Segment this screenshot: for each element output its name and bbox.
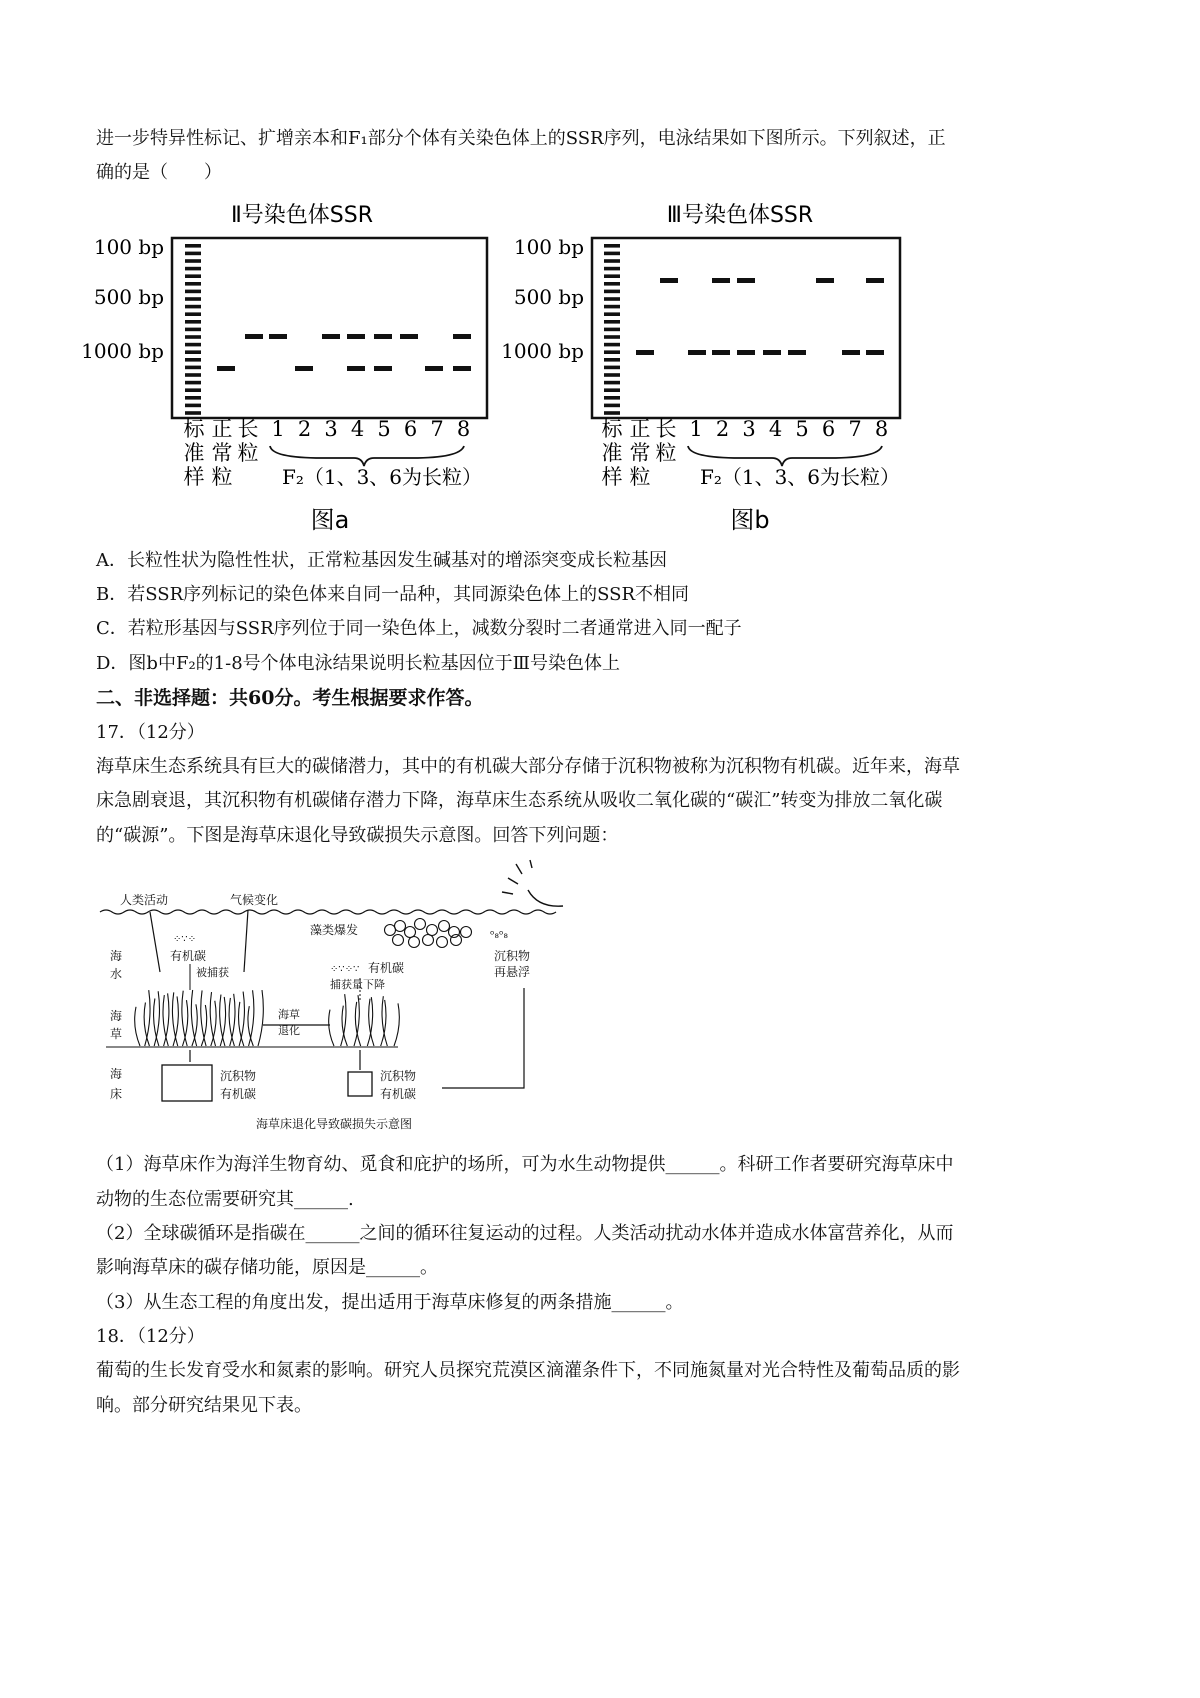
gel-b-long-2: 粒 xyxy=(655,441,677,465)
label-sediment-2a: 沉积物 xyxy=(380,1069,417,1083)
ladder-band xyxy=(604,381,620,385)
ladder-band xyxy=(604,411,620,415)
ladder-band xyxy=(604,335,620,339)
gel-b-normal-2: 常 xyxy=(629,441,651,465)
label-degrade-1: 海草 xyxy=(278,1008,300,1021)
ladder-band xyxy=(604,343,620,347)
gel-b-ladder xyxy=(604,244,620,415)
water-surface xyxy=(100,910,556,914)
q17-para-1: 海草床生态系统具有巨大的碳储潜力，其中的有机碳大部分存储于沉积物被称为沉积物有机碳。近年来，海草 xyxy=(96,756,960,777)
algae-bloom-icon xyxy=(385,919,472,948)
ladder-band xyxy=(604,312,620,316)
ladder-band xyxy=(185,396,201,400)
q17-para-2: 床急剧衰退，其沉积物有机碳储存潜力下降，海草床生态系统从吸收二氧化碳的“碳汇”转变为排放二氧化碳 xyxy=(96,790,943,811)
gel-b-caption: 图b xyxy=(730,506,770,534)
gel-b-std-2: 准 xyxy=(601,441,623,465)
lane-number: 4 xyxy=(350,417,365,441)
gel-figure-a xyxy=(81,196,522,536)
gel-band xyxy=(737,350,755,355)
q17-number: 17．（12分） xyxy=(96,722,205,743)
lane-number: 7 xyxy=(848,417,862,441)
q18-para-1: 葡萄的生长发育受水和氮素的影响。研究人员探究荒漠区滴灌条件下，不同施氮量对光合特性及葡萄品质的影 xyxy=(96,1360,960,1381)
gel-b-std-3: 样 xyxy=(601,465,623,489)
option-d: D．图b中F₂的1-8号个体电泳结果说明长粒基因位于Ⅲ号染色体上 xyxy=(96,653,621,674)
ladder-band xyxy=(185,244,201,248)
sun-icon xyxy=(502,860,563,906)
lane-number: 5 xyxy=(377,417,391,441)
label-degrade-2: 退化 xyxy=(278,1024,300,1037)
gel-b-normal-3: 粒 xyxy=(629,465,651,489)
gel-band xyxy=(347,334,365,339)
sediment-box-2 xyxy=(348,1072,372,1096)
ladder-band xyxy=(185,358,201,362)
carbon-dots-icon: ⁘∵⁘ xyxy=(173,934,197,945)
gel-band xyxy=(866,350,884,355)
ladder-band xyxy=(604,373,620,377)
ladder-band xyxy=(185,282,201,286)
ladder-band xyxy=(185,335,201,339)
gel-a-frame xyxy=(172,238,487,418)
lane-number: 3 xyxy=(742,417,756,441)
gel-band xyxy=(866,278,884,283)
ladder-band xyxy=(604,252,620,256)
ladder-band xyxy=(604,259,620,263)
gel-b-ylabel-1000: 1000 bp xyxy=(501,339,584,363)
ladder-band xyxy=(185,274,201,278)
gel-band xyxy=(737,278,755,283)
q17-sub1-line-2: 动物的生态位需要研究其______. xyxy=(96,1189,354,1210)
ladder-band xyxy=(604,320,620,324)
ladder-band xyxy=(185,290,201,294)
q17-sub3: （3）从生态工程的角度出发，提出适用于海草床修复的两条措施______。 xyxy=(96,1292,684,1313)
gel-b-long-1: 长 xyxy=(655,417,677,441)
lane-number: 1 xyxy=(689,417,703,441)
gel-band xyxy=(425,366,443,371)
gel-b-frame xyxy=(592,238,900,418)
label-sediment-2b: 有机碳 xyxy=(380,1087,417,1101)
gel-a-normal-1: 正 xyxy=(211,417,233,441)
label-seabed-1: 海 xyxy=(110,1067,123,1081)
lane-number: 7 xyxy=(430,417,444,441)
gel-band xyxy=(453,334,471,339)
gel-band xyxy=(763,350,781,355)
label-seawater-1: 海 xyxy=(110,949,123,963)
seagrass-diagram xyxy=(98,860,578,1140)
ladder-band xyxy=(604,274,620,278)
gel-band xyxy=(788,350,806,355)
ladder-band xyxy=(604,350,620,354)
lane-number: 4 xyxy=(768,417,783,441)
ladder-band xyxy=(185,373,201,377)
ladder-band xyxy=(185,312,201,316)
lane-number: 3 xyxy=(324,417,338,441)
gel-a-long-1: 长 xyxy=(237,417,259,441)
ladder-band xyxy=(185,388,201,392)
gel-a-std-1: 标 xyxy=(183,417,205,441)
ladder-band xyxy=(185,404,201,408)
dense-seagrass-icon xyxy=(135,990,264,1046)
section-2-heading: 二、非选择题：共60分。考生根据要求作答。 xyxy=(96,687,484,709)
gel-band xyxy=(322,334,340,339)
ladder-band xyxy=(604,267,620,271)
gel-a-ylabel-500: 500 bp xyxy=(93,285,164,309)
gel-a-caption: 图a xyxy=(310,506,350,534)
ladder-band xyxy=(604,404,620,408)
label-captured: 被捕获 xyxy=(196,966,229,979)
gel-a-normal-3: 粒 xyxy=(211,465,233,489)
gel-b-ylabel-100: 100 bp xyxy=(513,235,584,259)
label-human-activity: 人类活动 xyxy=(120,893,169,907)
gel-band xyxy=(453,366,471,371)
gel-a-bands xyxy=(217,334,471,371)
gel-a-lane-numbers xyxy=(271,417,470,441)
ladder-band xyxy=(604,297,620,301)
sparse-seagrass-icon xyxy=(329,994,400,1046)
q17-sub1-line-1: （1）海草床作为海洋生物育幼、觅食和庇护的场所，可为水生动物提供______。科研工作者要研究海草床中 xyxy=(96,1154,954,1175)
gel-band xyxy=(660,278,678,283)
gel-b-std-1: 标 xyxy=(601,417,623,441)
gel-band xyxy=(688,350,706,355)
gel-b-f2-note: F₂（1、3、6为长粒） xyxy=(699,465,901,489)
gel-b-title: Ⅲ号染色体SSR xyxy=(666,203,814,228)
gel-band xyxy=(712,350,730,355)
gel-band xyxy=(295,366,313,371)
ladder-band xyxy=(604,305,620,309)
option-a: A．长粒性状为隐性性状，正常粒基因发生碱基对的增添突变成长粒基因 xyxy=(96,550,667,571)
ladder-band xyxy=(185,411,201,415)
gel-a-ylabel-1000: 1000 bp xyxy=(81,339,164,363)
gel-band xyxy=(245,334,263,339)
label-resuspend-1: 沉积物 xyxy=(494,949,531,963)
label-sediment-1a: 沉积物 xyxy=(220,1069,257,1083)
lane-number: 2 xyxy=(715,417,730,441)
q17-sub2-line-1: （2）全球碳循环是指碳在______之间的循环往复运动的过程。人类活动扰动水体并造成水体富营养化，从而 xyxy=(96,1223,954,1244)
q18-para-2: 响。部分研究结果见下表。 xyxy=(96,1395,312,1416)
gel-a-title: Ⅱ号染色体SSR xyxy=(230,203,374,228)
ladder-band xyxy=(604,358,620,362)
label-climate-change: 气候变化 xyxy=(230,893,279,907)
gel-b-ylabel-500: 500 bp xyxy=(513,285,584,309)
gel-b-bands xyxy=(636,278,884,355)
label-sediment-1b: 有机碳 xyxy=(220,1087,257,1101)
gel-band xyxy=(374,334,392,339)
label-resuspend-2: 再悬浮 xyxy=(494,965,531,979)
ladder-band xyxy=(604,282,620,286)
label-algae-bloom: 藻类爆发 xyxy=(310,923,359,937)
gel-band xyxy=(269,334,287,339)
gel-figure-b xyxy=(500,196,920,536)
gel-band xyxy=(816,278,834,283)
lane-number: 8 xyxy=(456,417,471,441)
ladder-band xyxy=(185,343,201,347)
ladder-band xyxy=(185,320,201,324)
q17-sub2-line-2: 影响海草床的碳存储功能，原因是______。 xyxy=(96,1257,438,1278)
resuspend-dots-icon: ᵒ₈ᵒ₈ xyxy=(490,928,508,941)
q18-number: 18．（12分） xyxy=(96,1326,205,1347)
gel-a-normal-2: 常 xyxy=(211,441,233,465)
lane-number: 5 xyxy=(795,417,809,441)
label-organic-carbon-1: 有机碳 xyxy=(170,949,207,963)
ladder-band xyxy=(604,328,620,332)
gel-b-brace xyxy=(688,446,882,466)
gel-band xyxy=(347,366,365,371)
gel-a-std-2: 准 xyxy=(183,441,205,465)
option-b: B．若SSR序列标记的染色体来自同一品种，其同源染色体上的SSR不相同 xyxy=(96,584,690,605)
lane-number: 6 xyxy=(821,417,836,441)
sediment-box-1 xyxy=(162,1065,212,1101)
ladder-band xyxy=(185,381,201,385)
gel-band xyxy=(712,278,730,283)
ladder-band xyxy=(185,305,201,309)
gel-a-f2-note: F₂（1、3、6为长粒） xyxy=(281,465,483,489)
label-seabed-2: 床 xyxy=(110,1087,123,1101)
ladder-band xyxy=(604,244,620,248)
ladder-band xyxy=(604,366,620,370)
label-seagrass-2: 草 xyxy=(110,1027,123,1041)
label-captured-down: 捕获量下降 xyxy=(330,978,385,991)
gel-a-ylabel-100: 100 bp xyxy=(93,235,164,259)
gel-b-lane-numbers xyxy=(689,417,888,441)
label-seawater-2: 水 xyxy=(110,967,123,981)
ladder-band xyxy=(185,350,201,354)
gel-a-ladder xyxy=(185,244,201,415)
lane-number: 1 xyxy=(271,417,285,441)
ladder-band xyxy=(185,252,201,256)
ladder-band xyxy=(185,297,201,301)
ladder-band xyxy=(185,267,201,271)
carbon-dots-icon-2: ⁘∵⁘∵ xyxy=(330,964,360,975)
resuspend-path xyxy=(442,988,524,1088)
ladder-band xyxy=(185,366,201,370)
intro-line-2: 确的是（ ） xyxy=(96,162,222,183)
label-organic-carbon-2: 有机碳 xyxy=(368,961,405,975)
intro-line-1: 进一步特异性标记、扩增亲本和F₁部分个体有关染色体上的SSR序列，电泳结果如下图所示。下列叙述，正 xyxy=(96,128,946,149)
gel-a-long-2: 粒 xyxy=(237,441,259,465)
option-c: C．若粒形基因与SSR序列位于同一染色体上，减数分裂时二者通常进入同一配子 xyxy=(96,618,742,639)
diagram-caption: 海草床退化导致碳损失示意图 xyxy=(255,1117,413,1131)
lane-number: 6 xyxy=(403,417,418,441)
gel-band xyxy=(217,366,235,371)
gel-band xyxy=(374,366,392,371)
ladder-band xyxy=(185,259,201,263)
ladder-band xyxy=(604,290,620,294)
ladder-band xyxy=(604,396,620,400)
gel-a-brace xyxy=(270,446,464,466)
lane-number: 8 xyxy=(874,417,889,441)
gel-a-std-3: 样 xyxy=(183,465,205,489)
label-seagrass-1: 海 xyxy=(110,1009,123,1023)
gel-band xyxy=(400,334,418,339)
ladder-band xyxy=(604,388,620,392)
ladder-band xyxy=(185,328,201,332)
gel-band xyxy=(842,350,860,355)
gel-band xyxy=(636,350,654,355)
gel-b-normal-1: 正 xyxy=(629,417,651,441)
q17-para-3: 的“碳源”。下图是海草床退化导致碳损失示意图。回答下列问题： xyxy=(96,825,619,846)
lane-number: 2 xyxy=(297,417,312,441)
